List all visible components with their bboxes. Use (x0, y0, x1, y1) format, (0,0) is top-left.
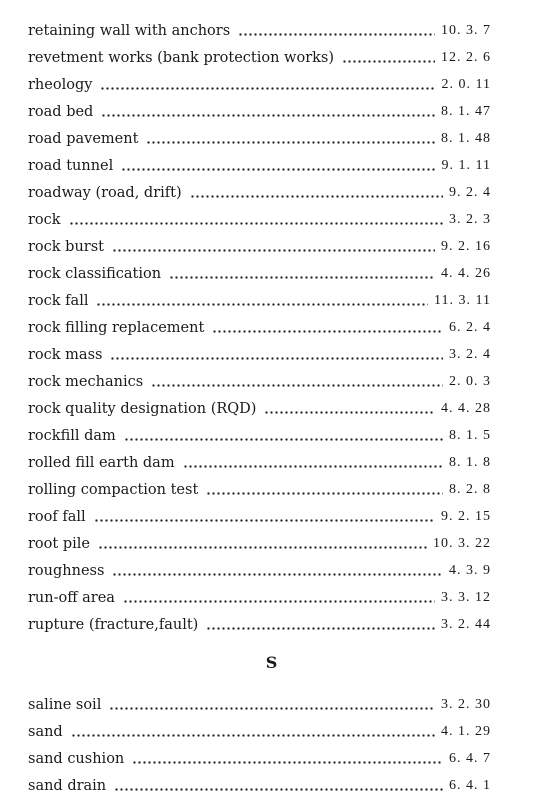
index-entry (28, 289, 491, 313)
dot-leader (190, 191, 443, 201)
index-term: sand cushion (28, 751, 125, 767)
index-entry (28, 262, 491, 286)
dot-leader (146, 137, 435, 147)
section-heading: S (265, 653, 278, 672)
dot-leader (100, 83, 435, 93)
index-entry (28, 586, 491, 610)
index-reference: 2. 0. 11 (441, 77, 491, 92)
index-entry (28, 343, 491, 367)
index-term: root pile (28, 536, 90, 552)
dot-leader (206, 488, 443, 498)
index-entry (28, 532, 491, 556)
index-reference: 9. 1. 11 (441, 158, 491, 173)
index-term: retaining wall with anchors (28, 23, 231, 39)
index-entry (28, 424, 491, 448)
index-reference: 3. 2. 44 (441, 617, 491, 632)
index-entry (28, 46, 491, 70)
dot-leader (110, 353, 443, 363)
index-reference: 4. 4. 26 (441, 266, 491, 281)
index-term: rupture (fracture,fault) (28, 617, 199, 633)
index-entry (28, 235, 491, 259)
index-reference: 6. 4. 7 (449, 751, 491, 766)
index-entry (28, 316, 491, 340)
index-entry (28, 478, 491, 502)
index-reference: 4. 3. 9 (449, 563, 491, 578)
index-term: roughness (28, 563, 105, 579)
index-reference: 9. 2. 4 (449, 185, 491, 200)
index-reference: 12. 2. 6 (441, 50, 491, 65)
index-reference: 8. 1. 8 (449, 455, 491, 470)
index-reference: 9. 2. 15 (441, 509, 491, 524)
dot-leader (109, 703, 435, 713)
index-term: rock (28, 212, 61, 228)
index-term: rolling compaction test (28, 482, 199, 498)
dot-leader (71, 730, 435, 740)
index-entry (28, 19, 491, 43)
dot-leader (238, 29, 435, 39)
dot-leader (69, 218, 443, 228)
index-entry (28, 720, 491, 744)
index-term: sand (28, 724, 63, 740)
index-entry (28, 397, 491, 421)
index-entry (28, 181, 491, 205)
index-term: rock mass (28, 347, 103, 363)
index-reference: 11. 3. 11 (434, 293, 491, 308)
index-term: rock quality designation (RQD) (28, 401, 257, 417)
index-reference: 8. 1. 48 (441, 131, 491, 146)
index-term: roadway (road, drift) (28, 185, 182, 201)
index-term: rolled fill earth dam (28, 455, 175, 471)
index-term: roof fall (28, 509, 86, 525)
index-term: rheology (28, 77, 93, 93)
index-term: rockfill dam (28, 428, 116, 444)
dot-leader (124, 434, 443, 444)
index-term: rock classification (28, 266, 162, 282)
index-term: road pavement (28, 131, 139, 147)
index-entry (28, 613, 491, 637)
index-term: road bed (28, 104, 94, 120)
index-reference: 10. 3. 22 (433, 536, 491, 551)
index-reference: 8. 2. 8 (449, 482, 491, 497)
index-entry (28, 505, 491, 529)
index-entry (28, 154, 491, 178)
index-entry (28, 774, 491, 798)
index-entry (28, 747, 491, 771)
index-reference: 3. 2. 3 (449, 212, 491, 227)
dot-leader (151, 380, 443, 390)
dot-leader (98, 542, 427, 552)
index-reference: 8. 1. 47 (441, 104, 491, 119)
index-reference: 8. 1. 5 (449, 428, 491, 443)
dot-leader (101, 110, 435, 120)
index-reference: 3. 3. 12 (441, 590, 491, 605)
index-entry (28, 451, 491, 475)
index-entry (28, 559, 491, 583)
index-term: sand drain (28, 778, 107, 794)
dot-leader (114, 784, 443, 794)
index-term: run-off area (28, 590, 115, 606)
index-term: road tunnel (28, 158, 114, 174)
dot-leader (112, 569, 443, 579)
index-term: revetment works (bank protection works) (28, 50, 335, 66)
dot-leader (132, 757, 443, 767)
index-reference: 6. 4. 1 (449, 778, 491, 793)
index-entry (28, 370, 491, 394)
index-entry (28, 208, 491, 232)
index-reference: 2. 0. 3 (449, 374, 491, 389)
dot-leader (342, 56, 435, 66)
dot-leader (123, 596, 435, 606)
dot-leader (212, 326, 443, 336)
index-entry (28, 693, 491, 717)
index-reference: 3. 2. 30 (441, 697, 491, 712)
index-reference: 4. 1. 29 (441, 724, 491, 739)
index-reference: 6. 2. 4 (449, 320, 491, 335)
index-reference: 9. 2. 16 (441, 239, 491, 254)
index-reference: 10. 3. 7 (441, 23, 491, 38)
index-entry (28, 127, 491, 151)
dot-leader (121, 164, 435, 174)
index-term: rock fall (28, 293, 89, 309)
dot-leader (112, 245, 435, 255)
index-entry (28, 100, 491, 124)
dot-leader (183, 461, 443, 471)
index-reference: 4. 4. 28 (441, 401, 491, 416)
index-reference: 3. 2. 4 (449, 347, 491, 362)
dot-leader (169, 272, 435, 282)
dot-leader (96, 299, 428, 309)
index-term: saline soil (28, 697, 102, 713)
dot-leader (264, 407, 435, 417)
dot-leader (94, 515, 435, 525)
index-entry (28, 73, 491, 97)
index-term: rock mechanics (28, 374, 144, 390)
index-term: rock filling replacement (28, 320, 205, 336)
index-term: rock burst (28, 239, 104, 255)
dot-leader (206, 623, 435, 633)
